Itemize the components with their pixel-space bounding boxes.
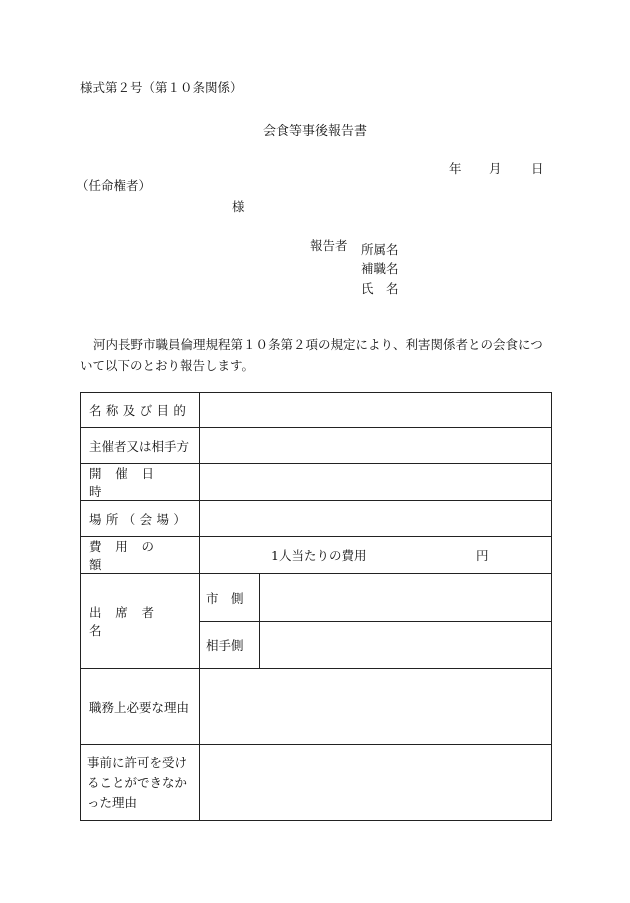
form-number: 様式第２号（第１０条関係） bbox=[80, 80, 243, 95]
field-cost[interactable] bbox=[200, 537, 552, 574]
reporter-position: 補職名 bbox=[361, 261, 399, 276]
table-row bbox=[81, 745, 552, 821]
date-year: 年 bbox=[449, 161, 462, 176]
label-reason: 職務上必要な理由 bbox=[81, 669, 200, 745]
field-reason[interactable] bbox=[200, 669, 552, 745]
field-name-purpose[interactable] bbox=[200, 393, 552, 428]
table-row bbox=[81, 669, 552, 745]
date-month: 月 bbox=[489, 161, 502, 176]
label-attendees: 出席者名 bbox=[81, 574, 200, 669]
cost-unit: 円 bbox=[476, 548, 489, 563]
label-datetime: 開催日時 bbox=[81, 464, 200, 501]
report-body: 河内長野市職員倫理規程第１０条第２項の規定により、利害関係者との会食について以下のとおり報告します。 bbox=[80, 337, 543, 373]
label-venue: 場所（会場） bbox=[81, 501, 200, 537]
label-city-side: 市 側 bbox=[200, 574, 260, 622]
table-row bbox=[81, 428, 552, 464]
label-partner-side: 相手側 bbox=[200, 622, 260, 669]
label-no-permission-reason: 事前に許可を受けることができなかった理由 bbox=[81, 745, 200, 821]
document-title: 会食等事後報告書 bbox=[262, 124, 367, 139]
label-cost: 費用の額 bbox=[81, 537, 200, 574]
field-organizer[interactable] bbox=[200, 428, 552, 464]
recipient-honorific: 様 bbox=[232, 199, 245, 214]
reporter-name: 氏 名 bbox=[361, 281, 399, 296]
recipient-label: （任命権者） bbox=[76, 178, 152, 193]
table-row bbox=[81, 393, 552, 428]
reporter-affiliation: 所属名 bbox=[361, 242, 399, 257]
field-partner-side[interactable] bbox=[260, 622, 552, 669]
table-row bbox=[81, 537, 552, 574]
field-datetime[interactable] bbox=[200, 464, 552, 501]
report-table bbox=[80, 392, 552, 821]
table-row bbox=[81, 501, 552, 537]
label-organizer: 主催者又は相手方 bbox=[81, 428, 200, 464]
date-day: 日 bbox=[531, 161, 544, 176]
field-city-side[interactable] bbox=[260, 574, 552, 622]
date-line bbox=[449, 163, 544, 176]
label-name-purpose: 名称及び目的 bbox=[81, 393, 200, 428]
table-row bbox=[81, 464, 552, 501]
field-no-permission-reason[interactable] bbox=[200, 745, 552, 821]
reporter-label: 報告者 bbox=[310, 238, 348, 253]
cost-per-person-label: 1人当たりの費用 bbox=[271, 548, 367, 563]
field-venue[interactable] bbox=[200, 501, 552, 537]
table-row bbox=[81, 574, 552, 622]
